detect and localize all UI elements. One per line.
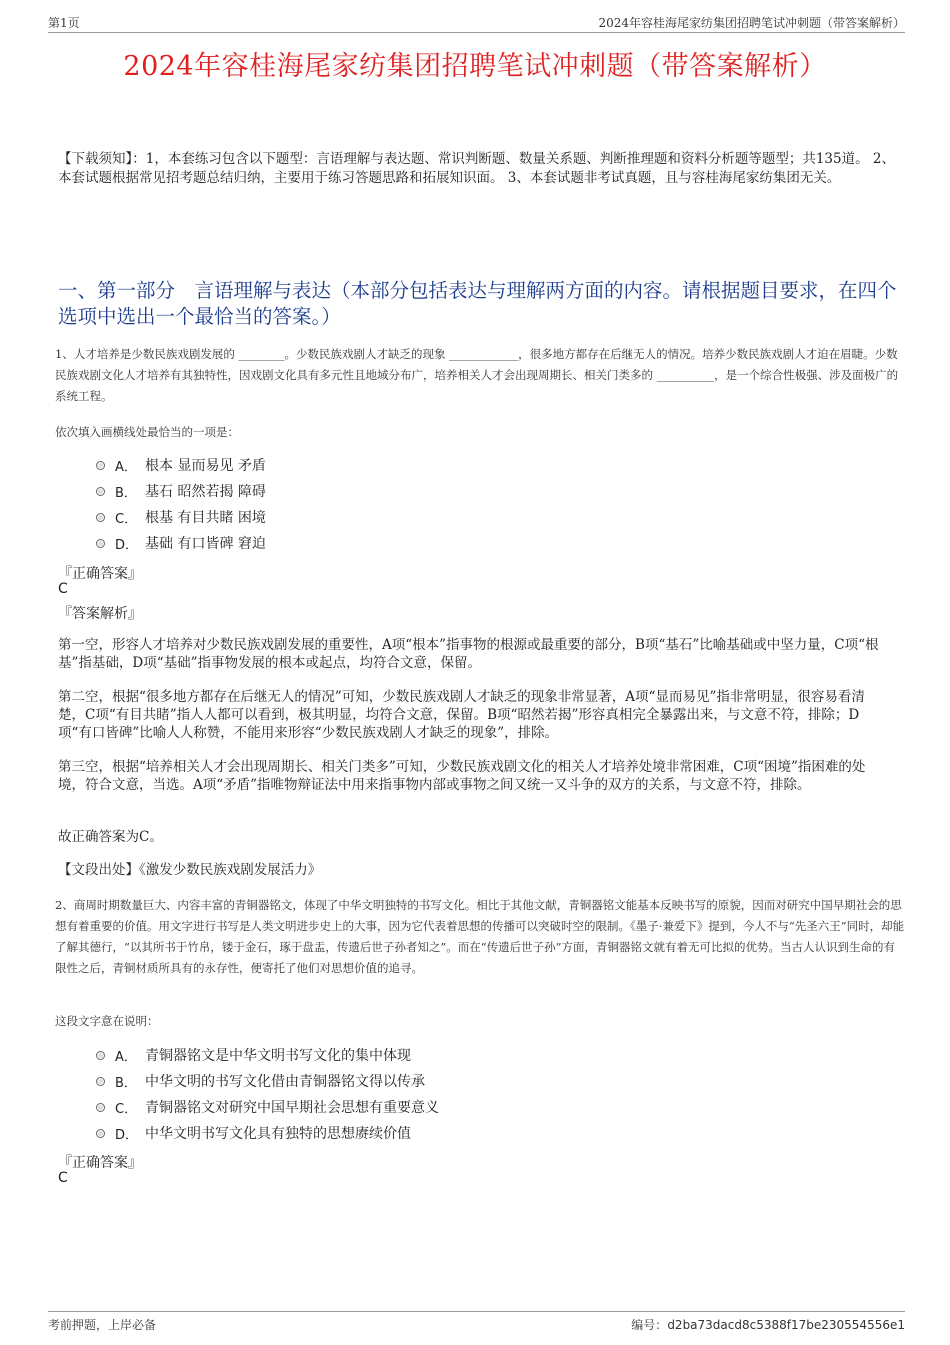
- question-1-options: [96, 452, 266, 556]
- question-1-text: 1、人才培养是少数民族戏剧发展的 ________。少数民族戏剧人才缺乏的现象 ____________，很多地方都存在后继无人的情况。培养少数民族戏剧人才迫在眉睫。少数民族戏剧文化人才培养有其独特性，因戏剧文化具有多元性且地域分布广，培养相关人才会出现周期长、相关门类多的 __________，是一个综合性极强、涉及面极广的系统工程。: [55, 347, 899, 403]
- analysis-paragraph-2: 第二空，根据“很多地方都存在后继无人的情况”可知，少数民族戏剧人才缺乏的现象非常显著，A项“显而易见”指非常明显，很容易看清楚，C项“有目共睹”指人人都可以看到，极其明显，均符合文意，保留。B项“昭然若揭”形容真相完全暴露出来，与文意不符，排除；D项“有口皆碑”比喻人人称赞，不能用来形容“少数民族戏剧人才缺乏的现象”，排除。: [58, 689, 865, 741]
- analysis-label: 『答案解析』: [58, 606, 142, 622]
- section-title: 一、第一部分 言语理解与表达（本部分包括表达与理解两方面的内容。请根据题目要求，在四个选项中选出一个最恰当的答案。）: [58, 279, 897, 328]
- radio-icon[interactable]: [96, 1103, 105, 1112]
- page-number: 第1页: [48, 16, 80, 30]
- question-2-text: 2、商周时期数量巨大、内容丰富的青铜器铭文，体现了中华文明独特的书写文化。相比于其他文献，青铜器铭文能基本反映书写的原貌，因而对研究中国早期社会的思想有着重要的价值。用文字进行书写是人类文明进步史上的大事，因为它代表着思想的传播可以突破时空的限制。《墨子·兼爱下》提到，今人不与“先圣六王”同时，却能了解其德行，“以其所书于竹帛，镂于金石，琢于盘盂，传遗后世子孙者知之”。而在“传遗后世子孙”方面，青铜器铭文就有着无可比拟的优势。当古人认识到生命的有限性之后，青铜材质所具有的永存性，便寄托了他们对思想价值的追寻。: [55, 898, 905, 975]
- radio-icon[interactable]: [96, 1129, 105, 1138]
- correct-answer: C: [58, 581, 68, 597]
- page-header: [48, 14, 905, 33]
- header-doc-title: 2024年容桂海尾家纺集团招聘笔试冲刺题（带答案解析）: [598, 16, 905, 30]
- option-a[interactable]: A． 青铜器铭文是中华文明书写文化的集中体现: [96, 1042, 439, 1068]
- footer-code: 编号：d2ba73dacd8c5388f17be230554556e1: [631, 1318, 905, 1332]
- correct-answer: C: [58, 1170, 68, 1186]
- option-c[interactable]: C． 根基 有目共睹 困境: [96, 504, 266, 530]
- option-b[interactable]: B． 基石 昭然若揭 障碍: [96, 478, 266, 504]
- option-b[interactable]: B． 中华文明的书写文化借由青铜器铭文得以传承: [96, 1068, 439, 1094]
- option-d[interactable]: D． 中华文明书写文化具有独特的思想赓续价值: [96, 1120, 439, 1146]
- analysis-conclusion: 故正确答案为C。: [58, 829, 163, 845]
- download-notice: 【下载须知】：1，本套练习包含以下题型：言语理解与表达题、常识判断题、数量关系题、判断推理题和资料分析题等题型；共135道。 2、本套试题根据常见招考题总结归纳，主要用于练习答题思路和拓展知识面。 3、本套试题非考试真题，且与容桂海尾家纺集团无关。: [58, 151, 895, 186]
- radio-icon[interactable]: [96, 1051, 105, 1060]
- answer-label: 『正确答案』: [58, 1155, 142, 1171]
- option-d[interactable]: D． 基础 有口皆碑 窘迫: [96, 530, 266, 556]
- question-1-prompt: 依次填入画横线处最恰当的一项是：: [55, 425, 239, 439]
- document-code: d2ba73dacd8c5388f17be230554556e1: [667, 1318, 905, 1332]
- answer-label: 『正确答案』: [58, 566, 142, 582]
- option-c[interactable]: C． 青铜器铭文对研究中国早期社会思想有重要意义: [96, 1094, 439, 1120]
- analysis-paragraph-3: 第三空，根据“培养相关人才会出现周期长、相关门类多”可知，少数民族戏剧文化的相关人才培养处境非常困难，C项“困境”指困难的处境，符合文意，当选。A项“矛盾”指唯物辩证法中用来指事物内部或事物之间又统一又斗争的双方的关系，与文意不符，排除。: [58, 759, 866, 793]
- radio-icon[interactable]: [96, 461, 105, 470]
- radio-icon[interactable]: [96, 1077, 105, 1086]
- radio-icon[interactable]: [96, 539, 105, 548]
- question-2-options: [96, 1042, 439, 1146]
- source-citation: 【文段出处】《激发少数民族戏剧发展活力》: [58, 862, 322, 878]
- option-a[interactable]: A． 根本 显而易见 矛盾: [96, 452, 266, 478]
- analysis-paragraph-1: 第一空，形容人才培养对少数民族戏剧发展的重要性，A项“根本”指事物的根源或最重要的部分，B项“基石”比喻基础或中坚力量，C项“根基”指基础，D项“基础”指事物发展的根本或起点，均符合文意，保留。: [58, 637, 879, 671]
- document-title: 2024年容桂海尾家纺集团招聘笔试冲刺题（带答案解析）: [123, 51, 827, 82]
- page-footer: [48, 1311, 905, 1332]
- radio-icon[interactable]: [96, 487, 105, 496]
- radio-icon[interactable]: [96, 513, 105, 522]
- question-2-prompt: 这段文字意在说明：: [55, 1014, 159, 1028]
- footer-slogan: 考前押题，上岸必备: [48, 1318, 157, 1332]
